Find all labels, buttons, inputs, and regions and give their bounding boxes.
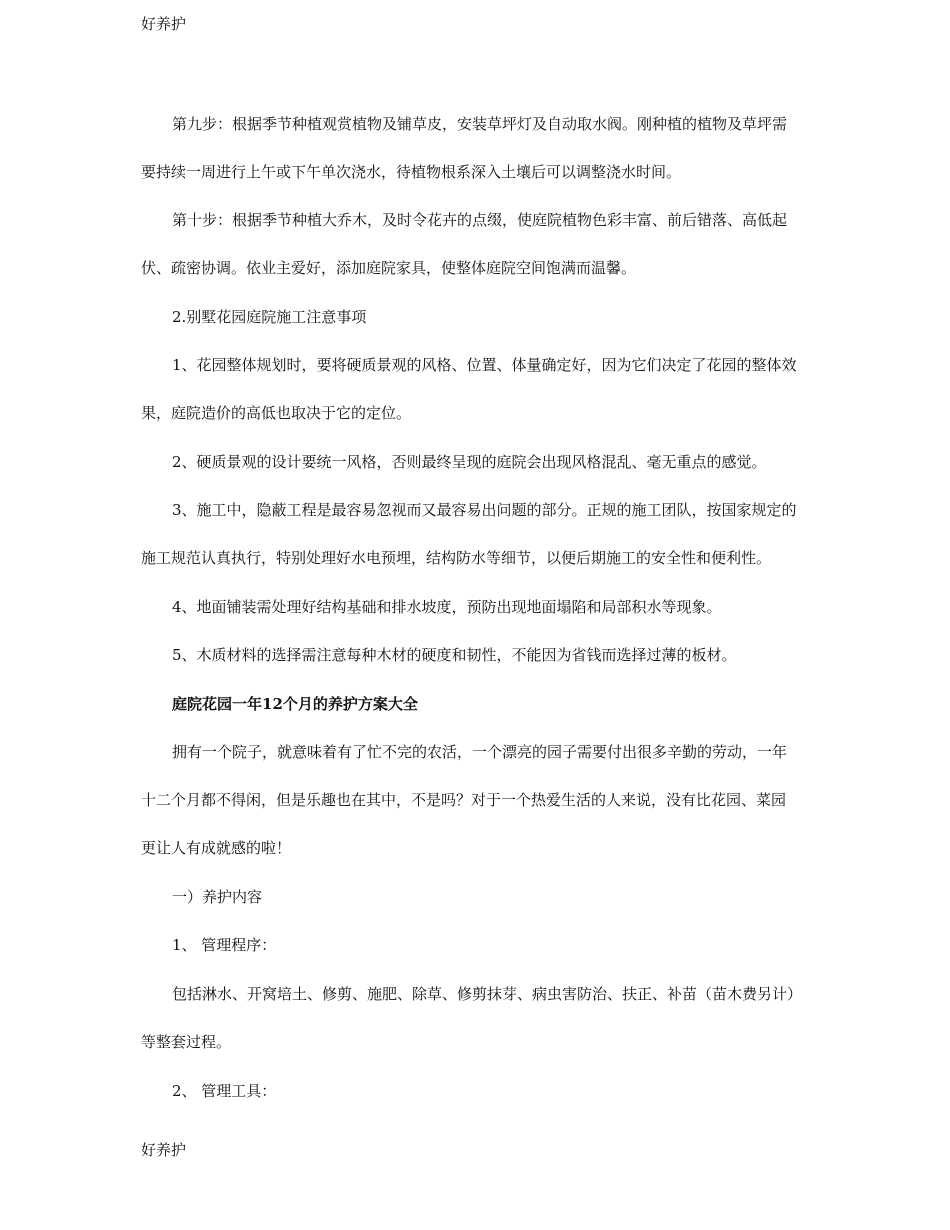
text-line: 十二个月都不得闲，但是乐趣也在其中，不是吗？对于一个热爱生活的人来说，没有比花园、菜园 (141, 791, 787, 809)
text-line: 伏、疏密协调。依业主爱好，添加庭院家具，使整体庭院空间饱满而温馨。 (141, 259, 637, 277)
text-line: 1、 管理程序： (172, 936, 277, 954)
text-line: 第九步：根据季节种植观赏植物及铺草皮，安装草坪灯及自动取水阀。刚种植的植物及草坪需 (172, 115, 788, 133)
text-line: 等整套过程。 (141, 1033, 232, 1051)
text-line: 拥有一个院子，就意味着有了忙不完的农活，一个漂亮的园子需要付出很多辛勤的劳动，一年 (172, 743, 788, 761)
text-line: 要持续一周进行上午或下午单次浇水，待植物根系深入土壤后可以调整浇水时间。 (141, 163, 682, 181)
section-heading: 庭院花园一年12个月的养护方案大全 (172, 695, 418, 713)
text-line: 3、施工中，隐蔽工程是最容易忽视而又最容易出问题的部分。正规的施工团队，按国家规定的 (172, 501, 797, 519)
text-line: 包括淋水、开窝培土、修剪、施肥、除草、修剪抹芽、病虫害防治、扶正、补苗（苗木费另计） (172, 985, 803, 1003)
text-line: 一）养护内容 (172, 888, 263, 906)
text-line: 4、地面铺装需处理好结构基础和排水坡度，预防出现地面塌陷和局部积水等现象。 (172, 598, 722, 616)
text-line: 2、 管理工具： (172, 1082, 277, 1100)
text-line: 果，庭院造价的高低也取决于它的定位。 (141, 404, 412, 422)
text-line: 1、花园整体规划时，要将硬质景观的风格、位置、体量确定好，因为它们决定了花园的整体效 (172, 356, 797, 374)
text-line: 5、木质材料的选择需注意每种木材的硬度和韧性，不能因为省钱而选择过薄的板材。 (172, 646, 737, 664)
text-line: 2、硬质景观的设计要统一风格，否则最终呈现的庭院会出现风格混乱、毫无重点的感觉。 (172, 453, 767, 471)
page-header: 好养护 (141, 15, 187, 33)
text-line: 更让人有成就感的啦！ (141, 839, 292, 857)
text-line: 2.别墅花园庭院施工注意事项 (172, 308, 367, 326)
page-footer: 好养护 (141, 1141, 187, 1159)
text-line: 施工规范认真执行，特别处理好水电预埋，结构防水等细节，以便后期施工的安全性和便利性。 (141, 549, 772, 567)
text-line: 第十步：根据季节种植大乔木，及时令花卉的点缀，使庭院植物色彩丰富、前后错落、高低起 (172, 211, 788, 229)
